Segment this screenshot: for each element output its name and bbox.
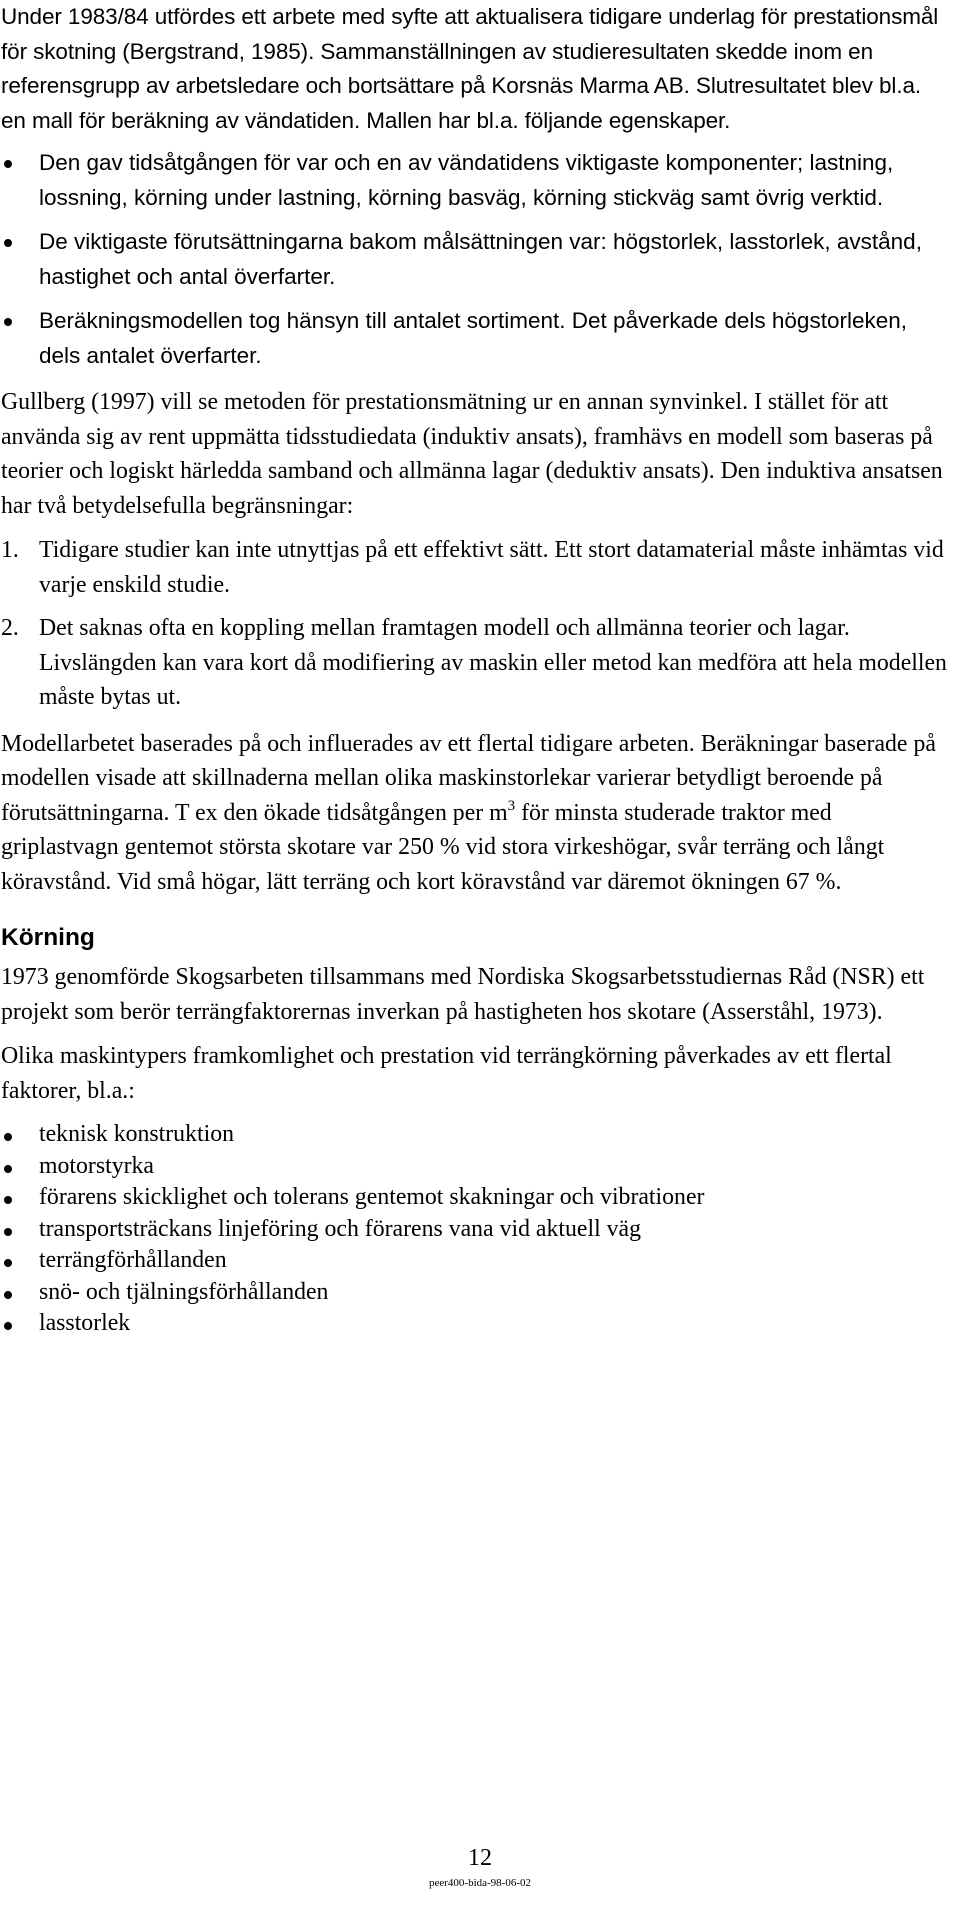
document-body xyxy=(1,0,951,1340)
model-text-part1: Modellarbetet baserades på och influerades av ett flertal tidigare arbeten. Beräkningar baserade på modellen visade att skillnaderna mellan olika maskinstorlekar varierar betydligt beroende på förutsättningarna. T ex den ökade tidsåtgången per m xyxy=(1,730,936,826)
list-item: motorstyrka xyxy=(1,1151,951,1183)
list-number: 1. xyxy=(1,537,19,563)
list-number: 2. xyxy=(1,615,19,641)
list-item: Den gav tidsåtgången för var och en av vändatidens viktigaste komponenter; lastning, lossning, körning under lastning, körning basväg, körning stickväg samt övrig verktid. xyxy=(1,146,951,215)
intro-paragraph: Under 1983/84 utfördes ett arbete med syfte att aktualisera tidigare underlag för prestationsmål för skotning (Bergstrand, 1985). Sammanställningen av studieresultaten skedde inom en referensgrupp av arbetsledare och bortsättare på Korsnäs Marma AB. Slutresultatet blev bl.a. en mall för beräkning av vändatiden. Mallen har bl.a. följande egenskaper. xyxy=(1,4,939,133)
page-number: 12 xyxy=(468,1845,492,1871)
korning-paragraph-2: Olika maskintypers framkomlighet och prestation vid terrängkörning påverkades av ett flertal faktorer, bl.a.: xyxy=(1,1043,892,1104)
limitations-list xyxy=(1,533,951,715)
list-item: förarens skicklighet och tolerans gentemot skakningar och vibrationer xyxy=(1,1182,951,1214)
list-item: snö- och tjälningsförhållanden xyxy=(1,1277,951,1309)
gullberg-paragraph: Gullberg (1997) vill se metoden för prestationsmätning ur en annan synvinkel. I stället för att använda sig av rent uppmätta tidsstudiedata (induktiv ansats), framhävs en modell som baseras på teorier och logiskt härledda samband och allmänna lagar (deduktiv ansats). Den induktiva ansatsen har två betydelsefulla begränsningar: xyxy=(1,389,943,519)
list-item xyxy=(1,533,951,602)
list-text: Det saknas ofta en koppling mellan framtagen modell och allmänna teorier och lagar. Livslängden kan vara kort då modifiering av maskin eller metod kan medföra att hela modellen måste bytas ut. xyxy=(39,615,947,710)
document-code: peer400-bida-98-06-02 xyxy=(428,1877,532,1889)
list-item: terrängförhållanden xyxy=(1,1245,951,1277)
list-text: Tidigare studier kan inte utnyttjas på ett effektivt sätt. Ett stort datamaterial måste inhämtas vid varje enskild studie. xyxy=(39,537,944,598)
model-text-part2: för minsta studerade traktor med griplastvagn gentemot största skotare var 250 % vid stora virkeshögar, svår terräng och långt köravstånd. Vid små högar, lätt terräng och kort köravstånd var däremot ökningen 67 %. xyxy=(1,799,885,895)
list-item: transportsträckans linjeföring och förarens vana vid aktuell väg xyxy=(1,1214,951,1246)
list-item: lasstorlek xyxy=(1,1308,951,1340)
intro-bullet-list xyxy=(1,146,951,373)
section-heading: Körning xyxy=(1,924,95,951)
list-item xyxy=(1,611,951,715)
list-item: De viktigaste förutsättningarna bakom målsättningen var: högstorlek, lasstorlek, avstånd, hastighet och antal överfarter. xyxy=(1,225,951,294)
korning-paragraph-1: 1973 genomförde Skogsarbeten tillsammans med Nordiska Skogsarbetsstudiernas Råd (NSR) ett projekt som berör terrängfaktorernas inverkan på hastigheten hos skotare (Asserståhl, 1973). xyxy=(1,964,925,1025)
factors-list xyxy=(1,1119,951,1340)
list-item: Beräkningsmodellen tog hänsyn till antalet sortiment. Det påverkade dels högstorleken, dels antalet överfarter. xyxy=(1,304,951,373)
model-paragraph xyxy=(1,727,951,900)
list-item: teknisk konstruktion xyxy=(1,1119,951,1151)
superscript: 3 xyxy=(507,797,516,814)
